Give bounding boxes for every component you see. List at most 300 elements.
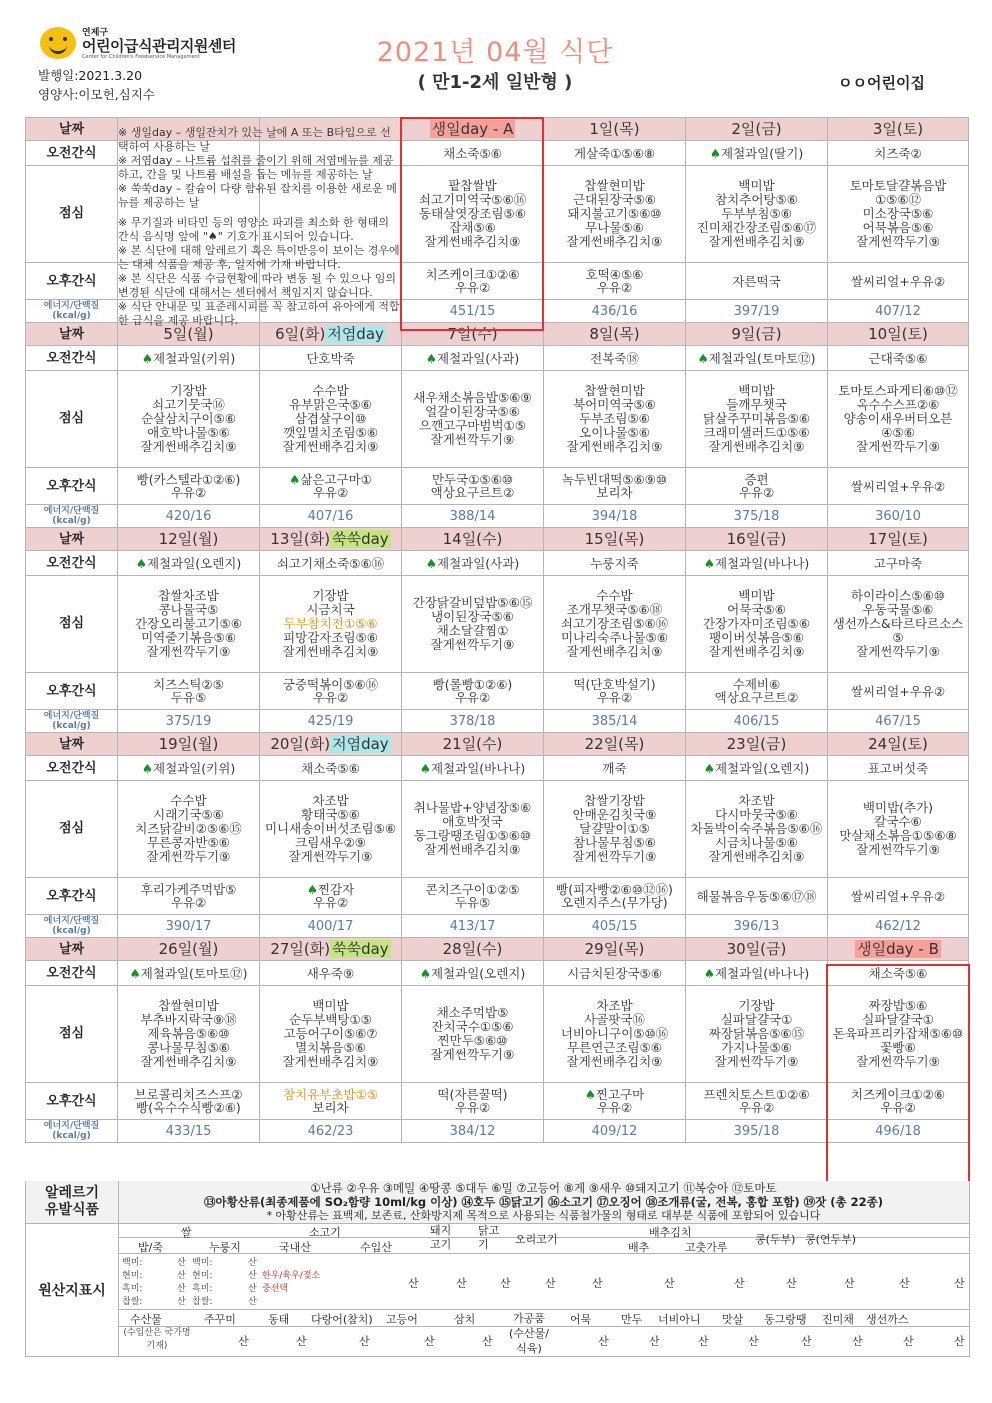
cell-am <box>828 551 969 576</box>
lunch-item: 기장밥 <box>312 588 349 603</box>
row-label: 에너지/단백질 (kcal/g) <box>26 1120 118 1143</box>
cell-energy <box>402 300 544 323</box>
notice-line: ※ 본 식단에 대해 알레르기 혹은 특이반응이 보이는 경우에는 대체 식품을 제공 후, 일지에 기재 바랍니다. <box>118 244 400 271</box>
lunch-item: 기장밥 <box>170 383 207 398</box>
lunch-item: 미나리숙주나물⑤⑥ <box>561 630 668 645</box>
lunch-item: 가지나물⑤⑥ <box>721 1040 792 1055</box>
origin-rice-row: 백미: <box>122 1258 143 1268</box>
lunch-item: 크래미샐러드①⑤⑥ <box>703 425 810 440</box>
cell-lunch <box>260 576 402 673</box>
lunch-item: 잘게썬배추김치⑨ <box>566 439 663 454</box>
row-label: 날짜 <box>26 528 118 551</box>
lunch-item: 으깬고구마범벅①⑤ <box>419 418 526 433</box>
cell-lunch <box>686 371 828 468</box>
notice-line: ※ 쑥쑥day – 칼슘이 다량 함유된 잡치를 이용한 새로운 메뉴를 제공하는 날 <box>118 182 397 209</box>
cell-pm <box>544 878 686 915</box>
origin-section <box>25 1223 970 1357</box>
notice-line: ※ 본 식단은 식품 수급현황에 따라 변동 될 수 있으나 임의 변경된 식단에 대해서는 센터에서 책임지지 않습니다. <box>118 272 396 299</box>
origin-san: 산 <box>852 1335 863 1348</box>
lunch-item: 어묵볶음⑤⑥ <box>862 220 934 235</box>
cell-energy <box>686 915 828 938</box>
pm-snack-item: 우유② <box>880 1100 916 1115</box>
origin-processed-item: 진미채 <box>822 1313 854 1326</box>
energy-protein-value: 360/10 <box>875 508 921 524</box>
lunch-item: 찐만두⑤⑥⑩ <box>437 1033 508 1048</box>
row-date <box>26 528 969 551</box>
origin-seafood-label: 수산물 <box>130 1313 162 1326</box>
am-snack-item: ♠제철과일(사과) <box>425 555 520 571</box>
row-label: 날짜 <box>26 733 118 756</box>
lunch-item: 얼갈이된장국⑤⑥ <box>425 404 520 419</box>
pm-snack-item: 녹두빈대떡⑤⑥⑨⑩ <box>561 472 668 487</box>
am-snack-item: ♠제철과일(키위) <box>141 760 236 776</box>
cell-date <box>828 938 969 961</box>
origin-rice-sub: 누룽지 <box>209 1241 241 1254</box>
am-snack-item: ♠제철과일(오렌지) <box>135 555 242 571</box>
clover-icon: ♠ <box>703 760 715 776</box>
lunch-item: 잘게썬깍두기⑨ <box>856 234 940 249</box>
lunch-item: 백미밥 <box>738 383 775 398</box>
cell-am <box>402 551 544 576</box>
energy-protein-value: 407/16 <box>307 508 354 524</box>
pm-snack-item: 우유② <box>312 485 349 500</box>
origin-rice: 쌀 <box>181 1226 192 1239</box>
am-snack-item: 전복죽⑱ <box>590 350 639 366</box>
lunch-item: 차조밥 <box>312 793 349 808</box>
energy-protein-value: 385/14 <box>591 713 638 729</box>
pm-snack-item: 쌀씨리얼+우유② <box>850 273 946 289</box>
clover-icon: ♠ <box>425 350 437 366</box>
origin-rice-sub: 밥/죽 <box>138 1241 163 1254</box>
lunch-item: 수수밥 <box>312 383 349 398</box>
lunch-item: 찹쌀차조밥 <box>158 588 219 603</box>
cell-date <box>828 118 969 141</box>
cell-am <box>402 756 544 781</box>
birthday-label: 생일day - B <box>857 939 939 958</box>
cell-date <box>118 733 260 756</box>
row-label: 점심 <box>26 986 118 1083</box>
smile-logo-icon <box>40 27 76 59</box>
pm-snack-item: 브로콜리치즈스프② <box>134 1087 243 1102</box>
pm-snack-item: 보리차 <box>312 1100 349 1115</box>
day-date: 20일(화) <box>270 734 331 753</box>
am-snack-item: 누룽지죽 <box>590 555 639 571</box>
cell-date <box>544 323 686 346</box>
pm-snack-item: 우유② <box>454 280 491 295</box>
notice-line: ※ 저염day – 나트륨 섭취를 줄이기 위해 저염메뉴를 제공하고, 간을 및 나트륨 배설을 돕는 메뉴를 제공하는 날 <box>118 154 394 181</box>
cell-energy <box>828 300 969 323</box>
cell-energy <box>544 300 686 323</box>
origin-san: 산 <box>248 1271 257 1281</box>
origin-san: 산 <box>248 1284 257 1294</box>
origin-processed-item: 동그랑땡 <box>764 1313 807 1326</box>
allergy-label-line: 유발식품 <box>44 1202 100 1218</box>
row-label: 오후간식 <box>26 263 118 300</box>
am-snack-item: ♠제철과일(바나나) <box>703 555 810 571</box>
cell-am <box>260 961 402 986</box>
energy-protein-value: 396/13 <box>733 918 780 934</box>
row-energy <box>26 1120 969 1143</box>
cell-date <box>686 938 828 961</box>
am-snack-item: 표고버섯죽 <box>867 760 929 776</box>
origin-san: 산 <box>748 1335 759 1348</box>
origin-beef: 소고기 <box>309 1226 341 1239</box>
clover-icon: ♠ <box>306 882 318 897</box>
cell-am <box>828 346 969 371</box>
lunch-item: 백미밥 <box>738 178 775 193</box>
cell-pm <box>828 878 969 915</box>
cell-lunch <box>118 986 260 1083</box>
lunch-item: 돼지불고기⑤⑥⑩ <box>567 206 662 221</box>
lunch-item: 생선까스&타르타르소스⑤ <box>832 616 964 645</box>
energy-protein-value: 406/15 <box>733 713 780 729</box>
clover-icon: ♠ <box>129 965 141 981</box>
cell-lunch <box>828 986 969 1083</box>
pm-snack-item: 치즈케이크①②⑥ <box>425 267 520 282</box>
lunch-item: 잘게썬깍두기⑨ <box>288 849 373 864</box>
lunch-item: 잔치국수①⑤⑥ <box>431 1019 514 1034</box>
cell-date <box>686 118 828 141</box>
cell-pm <box>686 263 828 300</box>
am-snack-item: ♠제철과일(오렌지) <box>703 760 810 776</box>
clover-icon: ♠ <box>141 760 153 776</box>
cell-pm <box>118 878 260 915</box>
am-snack-item: 게살죽①⑤⑥⑧ <box>573 145 656 161</box>
cell-pm <box>402 468 544 505</box>
cell-am <box>544 756 686 781</box>
lunch-item: 두부부침⑤⑥ <box>721 206 792 221</box>
lunch-item: 콩나물무침⑤⑥ <box>147 1040 230 1055</box>
allergy-line: ⑬아황산류(최종제품에 SO₂함량 10ml/kg 이상) ⑭호두 ⑮닭고기 ⑯소고기 ⑰오징어 ⑱조개류(굴, 전복, 홍합 포함) ⑲잣 (총 22종) <box>204 1195 883 1209</box>
clover-icon: ♠ <box>425 555 437 571</box>
row-label: 점심 <box>26 576 118 673</box>
lunch-item: 참나물무침⑤⑥ <box>573 835 656 850</box>
lunch-item: 애호박젓국 <box>442 814 503 829</box>
birthday-label: 생일day - A <box>431 119 514 138</box>
pm-snack-item: 액상요구르트② <box>430 485 515 500</box>
lunch-item: 잘게썬배추김치⑨ <box>566 644 663 659</box>
energy-protein-value: 400/17 <box>307 918 354 934</box>
row-pm <box>26 673 969 710</box>
cell-energy <box>118 505 260 528</box>
cell-energy <box>260 710 402 733</box>
pm-snack-item: 우유② <box>312 895 349 910</box>
am-snack-item: ♠제철과일(딸기) <box>709 145 804 161</box>
day-date: 13일(화) <box>270 529 331 548</box>
energy-protein-value: 433/15 <box>165 1123 212 1139</box>
lunch-item: 옥수수스프②⑥ <box>856 397 940 412</box>
lunch-item: 안매운김칫국⑨ <box>572 807 657 822</box>
center-logo <box>40 25 240 65</box>
lunch-item: 잘게썬깍두기⑨ <box>572 849 657 864</box>
origin-san: 산 <box>786 1277 797 1290</box>
cell-energy <box>686 300 828 323</box>
notice-line: ※ 식단 안내문 및 표준레시피를 꼭 참고하여 유아에게 적합한 급식을 제공 바랍니다. <box>118 300 400 327</box>
cell-energy <box>686 505 828 528</box>
row-pm <box>26 878 969 915</box>
lunch-item: 무나물⑤⑥ <box>585 220 644 235</box>
lunch-item: 미역줄기볶음⑤⑥ <box>141 630 236 645</box>
cell-date <box>402 528 544 551</box>
cell-date <box>260 733 402 756</box>
day-date: 14일(수) <box>442 529 503 548</box>
lunch-item: 잘게썬배추김치⑨ <box>282 439 379 454</box>
am-snack-item: 채소죽⑤⑥ <box>868 965 928 981</box>
row-pm <box>26 468 969 505</box>
cell-am <box>402 141 544 166</box>
origin-seafood-note: (수입산은 국가명기재) <box>123 1328 191 1351</box>
cell-lunch <box>544 576 686 673</box>
origin-san: 산 <box>545 1277 556 1290</box>
origin-kimchi: 배추김치 <box>649 1226 692 1239</box>
cell-energy <box>260 1120 402 1143</box>
am-snack-item: 고구마죽 <box>873 555 923 571</box>
lunch-item: 실파달걀국① <box>720 1012 793 1027</box>
pm-snack-item: 참치유부초밥①⑤ <box>283 1087 378 1102</box>
day-date: 17일(토) <box>868 529 928 548</box>
row-label: 에너지/단백질 (kcal/g) <box>26 300 118 323</box>
cell-pm <box>544 1083 686 1120</box>
cell-pm <box>402 673 544 710</box>
lunch-item: 깻잎멸치조림⑤⑥ <box>283 425 378 440</box>
lunch-item: 수수밥 <box>596 588 633 603</box>
origin-rice-row: 흑미: <box>122 1284 143 1294</box>
lunch-item: 순살삼치구이⑤⑥ <box>141 411 236 426</box>
row-label: 에너지/단백질 (kcal/g) <box>26 505 118 528</box>
origin-san: 산 <box>698 1335 709 1348</box>
energy-protein-value: 397/19 <box>733 303 780 319</box>
cell-energy <box>402 915 544 938</box>
allergy-note: * 아황산류는 표백제, 보존료, 산화방지제 목적으로 사용되는 식품첨가물의 형태로 대부분 식품에 포함되어 있습니다 <box>266 1209 821 1222</box>
lunch-item: 잘게썬깍두기⑨ <box>430 432 515 447</box>
cell-am <box>118 551 260 576</box>
lunch-item: 동그랑땡조림①⑤⑥⑩ <box>413 828 532 843</box>
origin-san: 산 <box>954 1277 965 1290</box>
cell-am <box>686 141 828 166</box>
origin-san: 산 <box>592 1277 603 1290</box>
page-subtitle: ( 만1-2세 일반형 ) <box>417 72 573 93</box>
pm-snack-item: 우유② <box>454 1100 491 1115</box>
cell-lunch <box>686 576 828 673</box>
cell-date <box>828 733 969 756</box>
energy-protein-value: 462/12 <box>875 918 921 934</box>
origin-san: 산 <box>248 1258 257 1268</box>
cell-lunch <box>118 576 260 673</box>
pm-snack-item: 떡(단호박설기) <box>573 677 656 692</box>
cell-date <box>828 528 969 551</box>
lunch-item: 잘게썬깍두기⑨ <box>856 644 940 659</box>
pm-snack-item: 빵(카스텔라①②⑥) <box>136 472 241 487</box>
cell-lunch <box>686 781 828 878</box>
origin-san: 산 <box>177 1258 186 1268</box>
lunch-item: 오이나물⑤⑥ <box>579 425 650 440</box>
cell-energy <box>544 505 686 528</box>
lunch-item: 잘게썬배추김치⑨ <box>708 439 805 454</box>
cell-energy <box>260 915 402 938</box>
origin-san: 산 <box>903 1335 914 1348</box>
day-date: 9일(금) <box>731 324 782 343</box>
calcium-day-badge: 쑥쑥day <box>332 939 389 958</box>
cell-pm <box>828 673 969 710</box>
cell-pm <box>686 673 828 710</box>
lunch-item: 미니새송이버섯조림⑤⑥ <box>264 821 397 836</box>
lunch-item: 찹쌀현미밥 <box>158 998 219 1013</box>
origin-duck: 오리고기 <box>515 1233 558 1246</box>
cell-date <box>544 118 686 141</box>
origin-processed-item: 너비아니 <box>658 1313 701 1326</box>
cell-am <box>402 961 544 986</box>
pm-snack-item: 빵(피자빵②⑥⑩⑫⑯) <box>556 882 673 897</box>
cell-energy <box>828 505 969 528</box>
origin-san: 산 <box>598 1335 609 1348</box>
am-snack-item: ♠제철과일(키위) <box>141 350 236 366</box>
row-date <box>26 733 969 756</box>
row-label: 오후간식 <box>26 673 118 710</box>
lunch-item: 유부맑은국⑤⑥ <box>289 397 372 412</box>
notice-line: ※ 생일day – 생일잔치가 있는 날에 A 또는 B타입으로 선택하여 사용하는 날 <box>118 126 391 153</box>
lunch-item: 수수밥 <box>170 793 207 808</box>
lunch-item: 멸치볶음⑤⑥ <box>295 1040 366 1055</box>
origin-pork: 돼지고기 <box>430 1224 452 1251</box>
pm-snack-item: 후리가케주먹밥⑤ <box>140 882 237 897</box>
clover-icon: ♠ <box>584 1087 596 1102</box>
pm-snack-item: 증편 <box>744 472 769 487</box>
origin-san: 산 <box>296 1335 307 1348</box>
lunch-item: 찹쌀기장밥 <box>584 793 645 808</box>
lunch-item: 잘게썬배추김치⑨ <box>282 644 379 659</box>
logo-district: 연제구 <box>82 28 109 38</box>
cell-am <box>686 346 828 371</box>
clover-icon: ♠ <box>419 965 431 981</box>
day-date: 23일(금) <box>726 734 787 753</box>
origin-kimchi-sub: 배추 <box>628 1241 650 1254</box>
cell-lunch <box>260 781 402 878</box>
pm-snack-item: 빵(옥수수식빵②⑥) <box>136 1100 241 1115</box>
cell-pm <box>544 673 686 710</box>
origin-seafood-item: 동태 <box>268 1313 290 1326</box>
lunch-item: 황태국⑤⑥ <box>301 807 360 822</box>
day-date: 2일(금) <box>731 119 782 138</box>
energy-protein-value: 451/15 <box>449 303 496 319</box>
row-label: 오전간식 <box>26 141 118 166</box>
pm-snack-item: 우유② <box>596 1100 633 1115</box>
clover-icon: ♠ <box>135 555 147 571</box>
lunch-item: 애호박나물⑤⑥ <box>147 425 230 440</box>
cell-date <box>260 938 402 961</box>
lunch-item: 간장닭갈비덮밥⑤⑥⑮ <box>412 595 533 610</box>
cell-energy <box>686 1120 828 1143</box>
pm-snack-item: 빵(롤빵①②⑥) <box>432 677 513 692</box>
pm-snack-item: 쌀씨리얼+우유② <box>850 683 946 699</box>
lunch-item: 칼국수⑥ <box>874 814 922 829</box>
cell-energy <box>686 710 828 733</box>
cell-date <box>544 733 686 756</box>
allergy-list <box>118 1181 969 1223</box>
pm-snack-item: 호떡④⑤⑥ <box>585 267 644 282</box>
energy-protein-value: 409/12 <box>591 1123 638 1139</box>
lunch-item: 토마토스파게티⑥⑩⑫ <box>838 383 958 398</box>
row-label: 점심 <box>26 166 118 263</box>
day-date: 12일(월) <box>158 529 219 548</box>
origin-tofu: 콩(두부) <box>755 1233 796 1246</box>
cell-lunch <box>402 986 544 1083</box>
cell-lunch <box>118 371 260 468</box>
row-label: 오후간식 <box>26 1083 118 1120</box>
cell-lunch <box>260 371 402 468</box>
lunch-item: 시금치국 <box>306 602 355 617</box>
cell-lunch <box>828 166 969 263</box>
cell-energy <box>828 915 969 938</box>
pm-snack-item: 우유② <box>454 690 491 705</box>
lunch-item: 잘게썬깍두기⑨ <box>146 849 231 864</box>
lunch-item: 고등어구이⑤⑥⑦ <box>283 1026 378 1041</box>
lunch-item: 채소주먹밥⑤ <box>436 1005 509 1020</box>
cell-am <box>544 346 686 371</box>
row-label: 오전간식 <box>26 551 118 576</box>
pm-snack-item: 떡(자른꿀떡) <box>437 1087 508 1102</box>
page-header <box>0 0 992 118</box>
lunch-item: 들깨무챗국 <box>726 397 787 412</box>
energy-protein-value: 390/17 <box>165 918 212 934</box>
row-label: 오전간식 <box>26 346 118 371</box>
lunch-item: 잡채⑤⑥ <box>449 220 496 235</box>
lunch-item: 잘게썬배추김치⑨ <box>566 1054 663 1069</box>
lunch-item: 실파달걀국① <box>862 1012 934 1027</box>
lunch-item: 찹쌀현미밥 <box>584 178 645 193</box>
cell-am <box>118 346 260 371</box>
notice-line: ※ 무기질과 비타민 등의 영양소 파괴를 최소화 한 형태의 간식 음식명 앞에 "♠" 기호가 표시되어 있습니다. <box>118 216 389 243</box>
cell-pm <box>828 263 969 300</box>
day-date: 7일(수) <box>447 324 498 343</box>
cell-date <box>118 938 260 961</box>
cell-am <box>686 551 828 576</box>
day-date: 1일(목) <box>589 119 640 138</box>
origin-san: 산 <box>649 1335 660 1348</box>
origin-seafood-item: 주꾸미 <box>204 1313 236 1326</box>
cell-lunch <box>828 576 969 673</box>
lunch-item: 잘게썬깍두기⑨ <box>146 644 231 659</box>
day-date: 21일(수) <box>442 734 503 753</box>
cell-lunch <box>686 986 828 1083</box>
origin-label: 원산지표시 <box>26 1223 119 1356</box>
pm-snack-item: ♠찐고구마 <box>584 1087 645 1102</box>
am-snack-item: 새우죽⑨ <box>306 965 355 981</box>
lunch-item: 취나물밥+양념장⑤⑥ <box>413 800 532 815</box>
lunch-item: 두부조림⑤⑥ <box>579 411 650 426</box>
origin-san: 산 <box>456 1277 467 1290</box>
energy-protein-value: 375/18 <box>733 508 780 524</box>
cell-energy <box>402 1120 544 1143</box>
lunch-item: 치즈닭갈비②⑤⑥⑮ <box>135 821 242 836</box>
day-date: 27일(화) <box>270 939 331 958</box>
row-date <box>26 938 969 961</box>
origin-beef-note: 중선택 <box>262 1284 289 1294</box>
lunch-item: 백미밥 <box>312 998 349 1013</box>
origin-seafood-item: 고등어 <box>386 1313 418 1326</box>
lunch-item: 차돌박이숙주볶음⑤⑥⑯ <box>690 821 823 836</box>
lunch-item: 사골팟국⑯ <box>584 1012 645 1027</box>
row-label: 점심 <box>26 781 118 878</box>
origin-rice-row: 현미: <box>122 1271 143 1281</box>
nutritionist-names: 영양사:이모헌,심지수 <box>38 87 155 102</box>
cell-pm <box>260 673 402 710</box>
cell-lunch <box>544 781 686 878</box>
cell-date <box>828 323 969 346</box>
cell-date <box>544 528 686 551</box>
row-am <box>26 551 969 576</box>
cell-am <box>686 756 828 781</box>
lunch-item: 무른연근조림⑤⑥ <box>567 1040 662 1055</box>
